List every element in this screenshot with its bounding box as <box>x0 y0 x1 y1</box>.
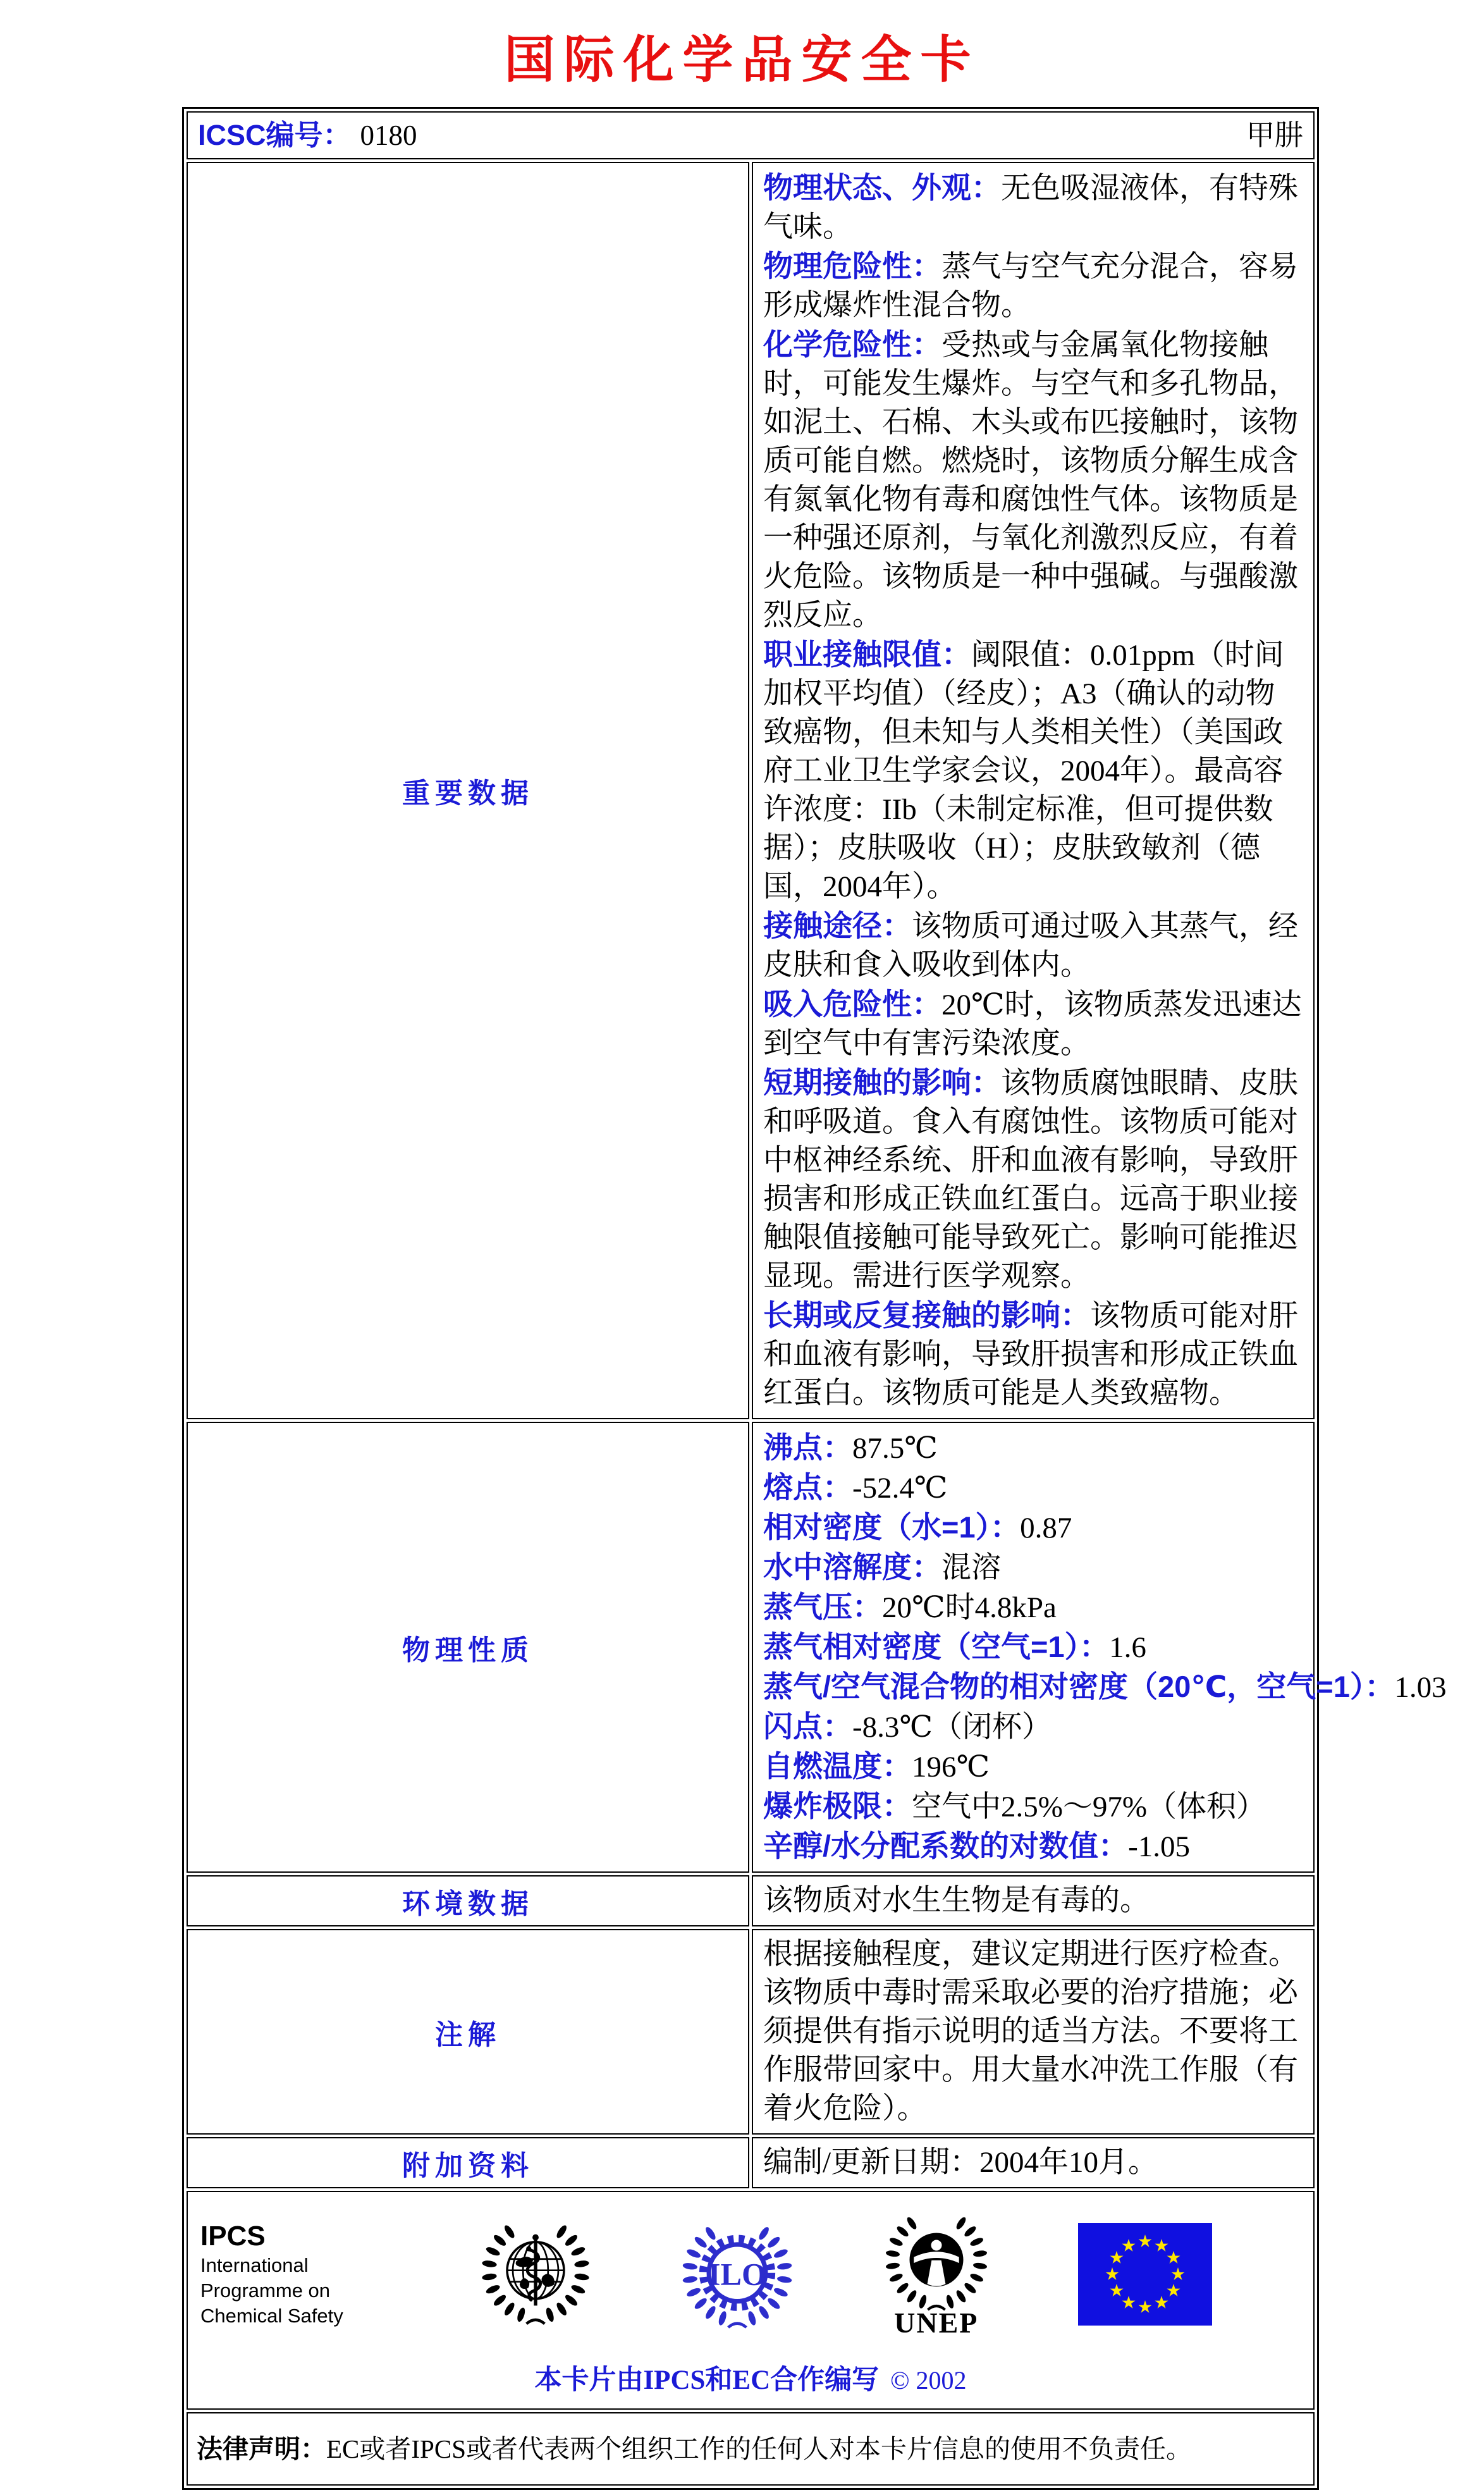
important-item <box>763 635 1303 906</box>
property-item <box>763 1627 1303 1667</box>
logos-row <box>187 2191 1315 2410</box>
field-label: 吸入危险性： <box>763 987 941 1021</box>
field-value: 该物质可通过吸入其蒸气，经皮肤和食入吸收到体内。 <box>763 910 1298 982</box>
additional-info-row <box>187 2137 1315 2188</box>
property-item <box>763 1667 1447 1707</box>
icsc-number-value: 0180 <box>360 120 417 151</box>
property-item <box>763 1508 1303 1548</box>
field-value: 受热或与金属氧化物接触时，可能发生爆炸。与空气和多孔物品，如泥土、石棉、木头或布匹接触时，该物质可能自燃。燃烧时，该物质分解生成含有氮氧化物有毒和腐蚀性气体。该物质是一种强还原剂，与氧化剂激烈反应，有着火危险。该物质是一种中强碱。与强酸激烈反应。 <box>763 329 1298 632</box>
icsc-number-label: ICSC编号： <box>198 119 352 151</box>
physical-properties-content <box>752 1422 1447 1873</box>
property-label: 爆炸极限： <box>763 1789 912 1823</box>
row-label-physical-properties: 物理性质 <box>187 1422 749 1873</box>
important-data-row <box>187 162 1315 1419</box>
property-value: 1.6 <box>1109 1631 1146 1664</box>
property-label: 蒸气压： <box>763 1590 882 1624</box>
ilo-logo-icon <box>680 2216 794 2333</box>
field-value: 蒸气与空气充分混合，容易形成爆炸性混合物。 <box>763 250 1298 322</box>
ipcs-line: Programme on <box>200 2279 331 2302</box>
important-item <box>763 325 1303 635</box>
property-value: 196℃ <box>912 1751 990 1784</box>
important-item <box>763 1296 1303 1413</box>
field-label: 长期或反复接触的影响： <box>763 1298 1090 1332</box>
property-value: 混溶 <box>941 1551 1001 1584</box>
page-title: 国际化学品安全卡 <box>504 33 980 89</box>
chemical-name: 甲肼 <box>1246 120 1303 151</box>
field-label: 物理危险性： <box>763 249 941 283</box>
field-value: 20℃时，该物质蒸发迅速达到空气中有害污染浓度。 <box>763 989 1302 1060</box>
property-value: -1.05 <box>1128 1830 1190 1863</box>
property-value: 空气中2.5%～97%（体积） <box>912 1790 1266 1823</box>
environmental-data-row <box>187 1875 1315 1926</box>
field-value: 阈限值：0.01ppm（时间加权平均值）（经皮）；A3（确认的动物致癌物，但未知与人类相关性）（美国政府工业卫生学家会议，2004年）。最高容许浓度：IIb（未制定标准，但可提供数据）；皮肤吸收（H）；皮肤致敏剂（德国，2004年）。 <box>763 639 1284 903</box>
important-item <box>763 247 1303 325</box>
property-label: 水中溶解度： <box>763 1550 941 1584</box>
row-label-environmental-data: 环境数据 <box>187 1875 749 1926</box>
ipcs-line: International <box>200 2253 309 2276</box>
property-value: 20℃时4.8kPa <box>882 1591 1057 1624</box>
eu-flag-icon <box>1078 2223 1212 2326</box>
important-data-content <box>752 162 1315 1419</box>
legal-cell <box>187 2412 1315 2486</box>
property-item <box>763 1707 1303 1747</box>
legal-row <box>187 2412 1315 2486</box>
field-label: 短期接触的影响： <box>763 1066 1001 1099</box>
field-label: 物理状态、外观： <box>763 171 1001 204</box>
notes-content: 根据接触程度，建议定期进行医疗检查。该物质中毒时需采取必要的治疗措施；必须提供有指示说明的适当方法。不要将工作服带回家中。用大量水冲洗工作服（有着火危险）。 <box>752 1929 1315 2135</box>
who-logo-icon <box>479 2218 592 2331</box>
property-value: -8.3℃（闭杯） <box>852 1711 1052 1744</box>
safety-card-table <box>182 107 1447 2490</box>
additional-info-content: 编制/更新日期：2004年10月。 <box>752 2137 1315 2188</box>
property-label: 熔点： <box>763 1470 852 1504</box>
property-value: -52.4℃ <box>852 1472 948 1505</box>
row-label-important-data: 重要数据 <box>187 162 749 1419</box>
property-item <box>763 1428 1303 1468</box>
field-label: 职业接触限值： <box>763 638 971 671</box>
logo-strip <box>390 2209 1301 2339</box>
credit-line <box>200 2358 1301 2397</box>
property-label: 辛醇/水分配系数的对数值： <box>763 1829 1129 1863</box>
copyright-text: © 2002 <box>890 2366 967 2394</box>
unep-wordmark: UNEP <box>894 2307 979 2339</box>
property-label: 蒸气/空气混合物的相对密度（20℃，空气=1）： <box>763 1670 1395 1703</box>
property-value: 1.03 <box>1394 1671 1447 1704</box>
property-item <box>763 1548 1303 1587</box>
property-label: 相对密度（水=1）： <box>763 1510 1021 1544</box>
important-item <box>763 906 1303 985</box>
property-label: 闪点： <box>763 1710 852 1743</box>
property-label: 沸点： <box>763 1431 852 1464</box>
logos-cell <box>187 2191 1315 2410</box>
property-item <box>763 1787 1303 1827</box>
unep-logo-icon <box>883 2209 990 2339</box>
property-label: 蒸气相对密度（空气=1）： <box>763 1630 1110 1663</box>
physical-properties-row <box>187 1422 1315 1873</box>
icsc-number-group <box>198 118 417 153</box>
important-item <box>763 168 1303 247</box>
legal-text: EC或者IPCS或者代表两个组织工作的任何人对本卡片信息的使用不负责任。 <box>326 2434 1192 2463</box>
field-value: 该物质腐蚀眼睛、皮肤和呼吸道。食入有腐蚀性。该物质可能对中枢神经系统、肝和血液有影响，导致肝损害和形成正铁血红蛋白。远高于职业接触限值接触可能导致死亡。影响可能推迟显现。需进行医学观察。 <box>763 1067 1298 1293</box>
property-item <box>763 1747 1303 1787</box>
legal-label: 法律声明： <box>197 2434 326 2463</box>
property-item <box>763 1468 1303 1508</box>
field-value: 该物质可能对肝和血液有影响，导致肝损害和形成正铁血红蛋白。该物质可能是人类致癌物。 <box>763 1300 1298 1410</box>
property-value: 0.87 <box>1020 1512 1072 1544</box>
field-label: 化学危险性： <box>763 328 941 361</box>
row-label-notes: 注解 <box>187 1929 749 2135</box>
property-label: 自燃温度： <box>763 1749 912 1783</box>
environmental-data-content: 该物质对水生生物是有毒的。 <box>752 1875 1315 1926</box>
row-label-additional-info: 附加资料 <box>187 2137 749 2188</box>
property-value: 87.5℃ <box>852 1432 938 1465</box>
property-item <box>763 1827 1303 1866</box>
important-item <box>763 985 1303 1063</box>
ipcs-heading: IPCS <box>200 2220 266 2252</box>
icsc-header-cell <box>187 111 1315 159</box>
ipcs-text-block <box>200 2220 390 2329</box>
notes-row <box>187 1929 1315 2135</box>
field-value: 无色吸湿液体，有特殊气味。 <box>763 172 1298 243</box>
ilo-letters: ILO <box>708 2256 767 2292</box>
ipcs-line: Chemical Safety <box>200 2304 343 2327</box>
credit-text: 本卡片由IPCS和EC合作编写 <box>534 2365 880 2395</box>
property-item <box>763 1587 1303 1627</box>
icsc-header-row <box>187 111 1315 159</box>
field-label: 接触途径： <box>763 909 912 942</box>
important-item <box>763 1063 1303 1296</box>
